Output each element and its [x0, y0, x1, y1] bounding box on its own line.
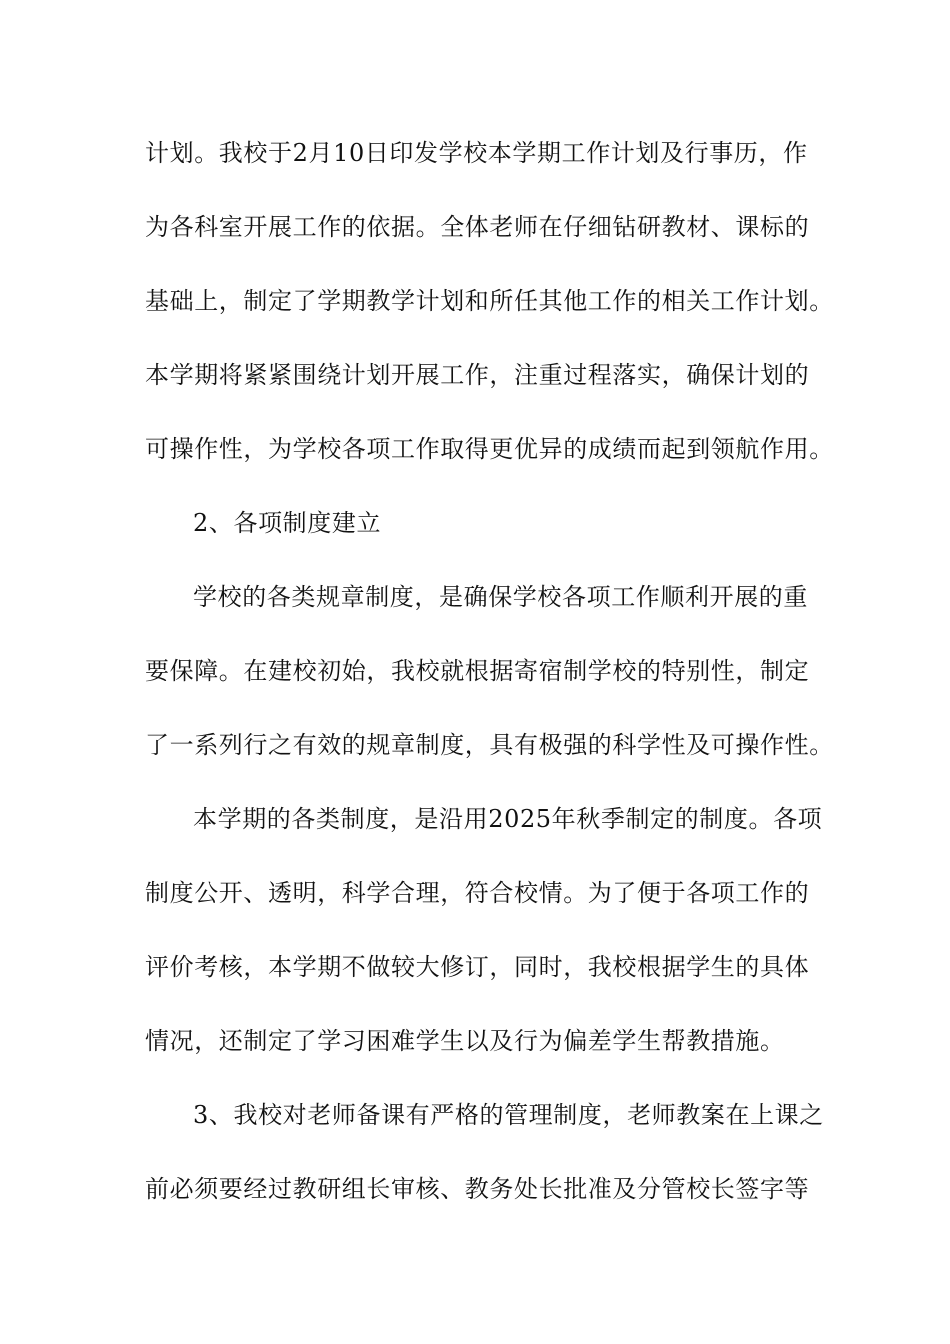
body-text-line: 本学期将紧紧围绕计划开展工作，注重过程落实，确保计划的 — [145, 361, 810, 389]
body-text-line: 基础上，制定了学期教学计划和所任其他工作的相关工作计划。 — [145, 287, 834, 315]
body-text-line: 了一系列行之有效的规章制度，具有极强的科学性及可操作性。 — [145, 731, 834, 759]
body-text-line: 前必须要经过教研组长审核、教务处长批准及分管校长签字等 — [145, 1175, 810, 1203]
section-heading: 2、各项制度建立 — [193, 509, 382, 537]
body-text-line: 制度公开、透明，科学合理，符合校情。为了便于各项工作的 — [145, 879, 810, 907]
paragraph-first-line: 本学期的各类制度，是沿用2025年秋季制定的制度。各项 — [193, 805, 823, 833]
body-text-line: 可操作性，为学校各项工作取得更优异的成绩而起到领航作用。 — [145, 435, 834, 463]
body-text-line: 要保障。在建校初始，我校就根据寄宿制学校的特别性，制定 — [145, 657, 810, 685]
paragraph-first-line: 学校的各类规章制度，是确保学校各项工作顺利开展的重 — [193, 583, 808, 611]
body-text-line: 计划。我校于2月10日印发学校本学期工作计划及行事历，作 — [145, 139, 808, 167]
paragraph-first-line: 3、我校对老师备课有严格的管理制度，老师教案在上课之 — [193, 1101, 824, 1129]
body-text-line: 评价考核，本学期不做较大修订，同时，我校根据学生的具体 — [145, 953, 810, 981]
body-text-line: 为各科室开展工作的依据。全体老师在仔细钻研教材、课标的 — [145, 213, 810, 241]
body-text-line: 情况，还制定了学习困难学生以及行为偏差学生帮教措施。 — [145, 1027, 785, 1055]
